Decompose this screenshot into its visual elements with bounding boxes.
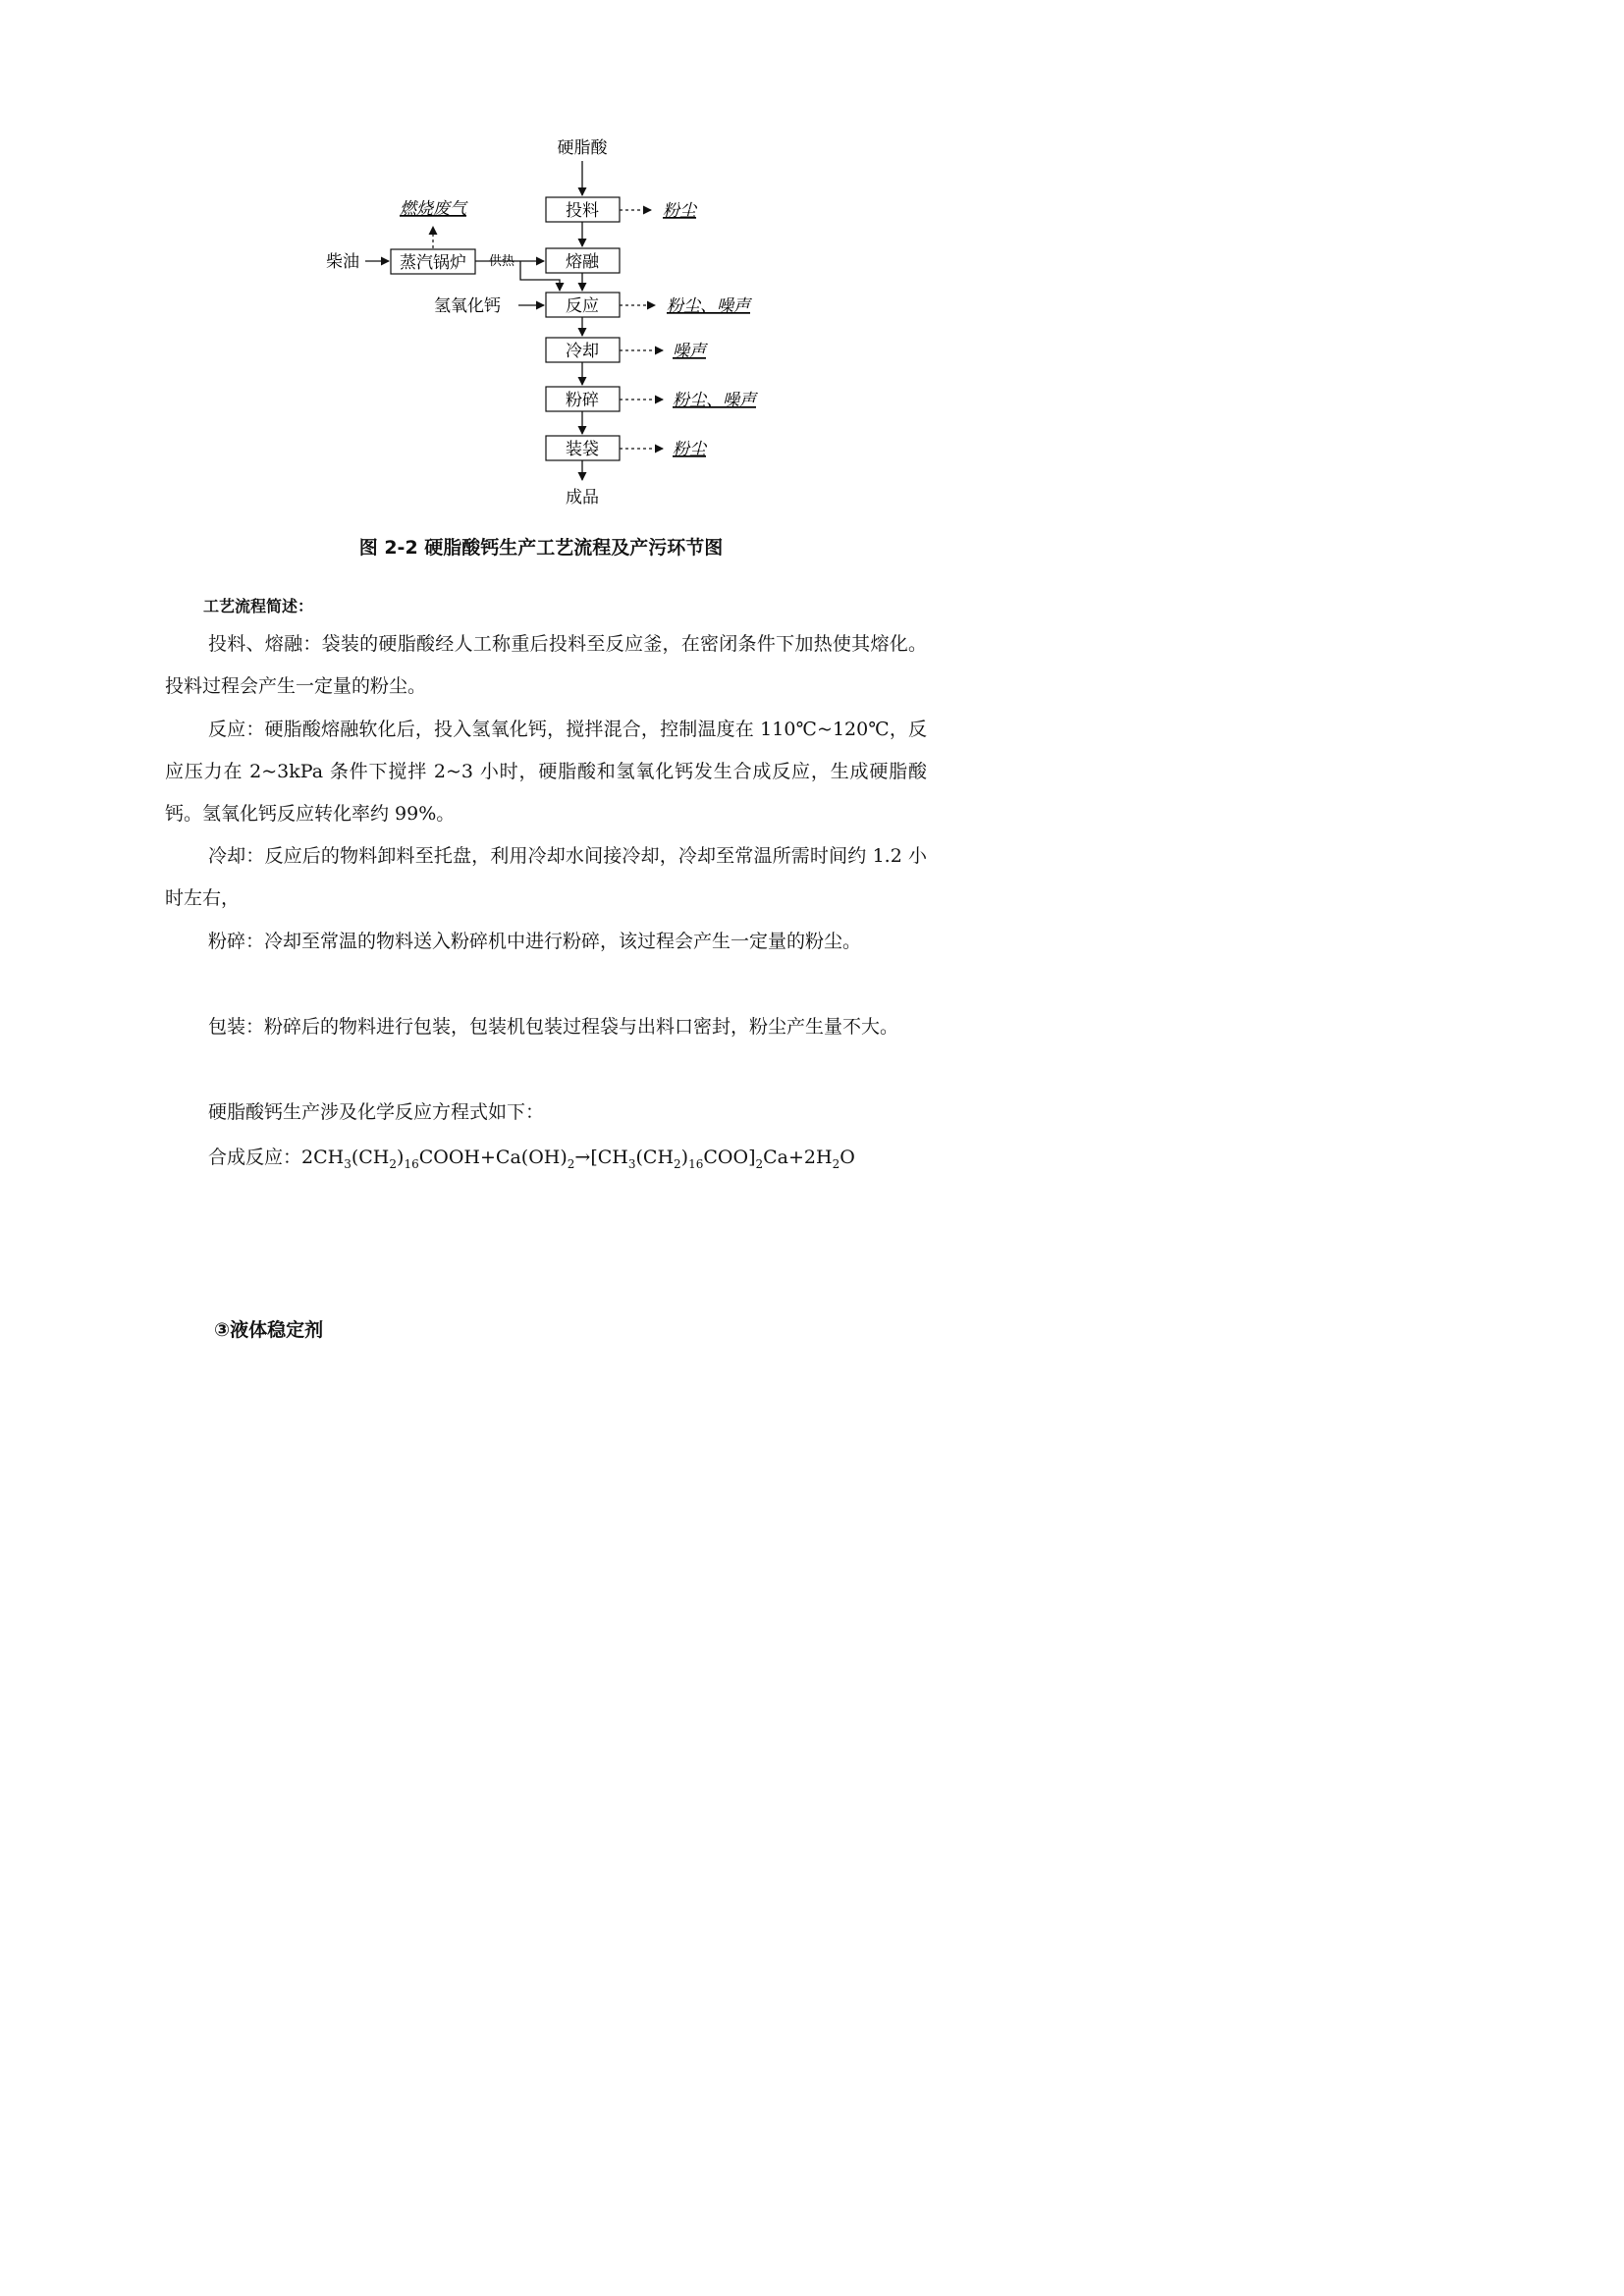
step-box-bagging xyxy=(546,436,620,460)
paragraph-packaging: 包装：粉碎后的物料进行包装，包装机包装过程袋与出料口密封，粉尘产生量不大。 xyxy=(208,1016,899,1038)
step-label: 粉碎 xyxy=(566,391,599,410)
boiler-label: 蒸汽锅炉 xyxy=(400,253,466,273)
equation-label: 合成反应： xyxy=(208,1147,302,1168)
paragraph-equation-intro: 硬脂酸钙生产涉及化学反应方程式如下： xyxy=(208,1101,545,1123)
equation-formula: $2CH_3(CH_2)_{16}COOH+Ca(OH)_2\to[CH_3(CH_2)_{16}COO]_2Ca+2H_2O$ xyxy=(301,1147,855,1171)
emission-reaction: 粉尘、噪声 xyxy=(667,296,750,316)
paragraph-feeding-melting: 投料、熔融：袋装的硬脂酸经人工称重后投料至反应釜，在密闭条件下加热使其熔化。投料过程会产生一定量的粉尘。 xyxy=(165,633,927,697)
flow-input-stearic-acid: 硬脂酸 xyxy=(557,138,608,158)
step-label: 装袋 xyxy=(566,440,599,459)
heat-supply-label: 供热 xyxy=(489,254,515,269)
step-box-cooling xyxy=(546,338,620,362)
emission-cooling: 噪声 xyxy=(673,342,706,361)
step-label: 熔融 xyxy=(566,252,599,272)
paragraph-reaction: 反应：硬脂酸熔融软化后，投入氢氧化钙，搅拌混合，控制温度在 110℃~120℃，反应压力在 2~3kPa 条件下搅拌 2~3 小时，硬脂酸和氢氧化钙发生合成反应，生成硬脂酸钙。氢氧化钙反应转化率约 99%。 xyxy=(165,719,927,825)
reactant-label: 氢氧化钙 xyxy=(434,296,501,316)
chemical-equation xyxy=(208,1137,855,1186)
step-label: 冷却 xyxy=(566,342,599,361)
boiler-fuel-label: 柴油 xyxy=(326,252,359,272)
process-flow-diagram xyxy=(0,0,1082,520)
boiler-emission-label: 燃烧废气 xyxy=(400,199,466,219)
step-label: 投料 xyxy=(566,201,599,221)
paragraph-cooling: 冷却：反应后的物料卸料至托盘，利用冷却水间接冷却，冷却至常温所需时间约 1.2 小时左右， xyxy=(165,845,927,909)
figure-caption: 图 2-2 硬脂酸钙生产工艺流程及产污环节图 xyxy=(358,537,724,559)
emission-feeding: 粉尘 xyxy=(663,201,696,221)
step-label: 反应 xyxy=(566,296,599,316)
section-title-liquid-stabilizer: ③液体稳定剂 xyxy=(214,1319,324,1341)
process-description-heading: 工艺流程简述： xyxy=(203,597,314,615)
step-box-feeding xyxy=(546,197,620,222)
emission-crushing: 粉尘、噪声 xyxy=(673,391,756,410)
flow-output-product: 成品 xyxy=(566,488,599,507)
emission-bagging: 粉尘 xyxy=(673,440,706,459)
step-box-reaction xyxy=(546,293,620,317)
steam-boiler-box xyxy=(391,249,475,274)
step-box-crushing xyxy=(546,387,620,411)
paragraph-crushing: 粉碎：冷却至常温的物料送入粉碎机中进行粉碎，该过程会产生一定量的粉尘。 xyxy=(208,931,862,952)
step-box-melting xyxy=(546,248,620,273)
